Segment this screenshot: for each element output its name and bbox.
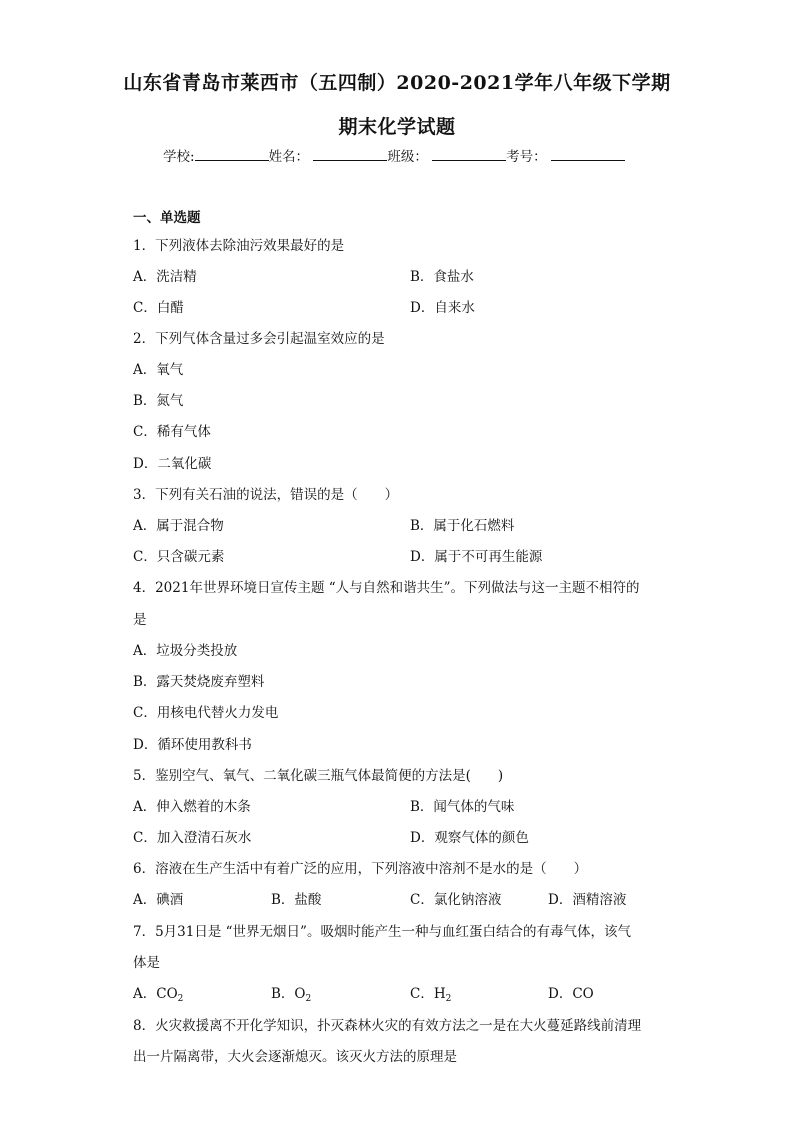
question-2-stem: 2．下列气体含量过多会引起温室效应的是 (133, 331, 385, 347)
question-1-option-c: C．白醋 (133, 300, 184, 316)
question-3-option-a: A．属于混合物 (133, 518, 224, 534)
question-5-option-d: D．观察气体的颜色 (410, 830, 529, 846)
question-3-option-d: D．属于不可再生能源 (410, 549, 543, 565)
question-4-stem: 4．2021年世界环境日宣传主题 “人与自然和谐共生”。下列做法与这一主题不相符的 (133, 580, 640, 596)
question-4-option-c: C．用核电代替火力发电 (133, 705, 279, 721)
question-8-stem: 8．火灾救援离不开化学知识，扑灭森林火灾的有效方法之一是在大火蔓延路线前清理 (133, 1018, 642, 1034)
question-1-option-b: B．食盐水 (410, 269, 474, 285)
question-4-stem-continued: 是 (133, 612, 147, 628)
option-text: A．CO (133, 986, 178, 1002)
question-7-stem: 7．5月31日是 “世界无烟日”。吸烟时能产生一种与血红蛋白结合的有毒气体，该气 (133, 924, 631, 940)
question-2-option-a: A．氧气 (133, 362, 184, 378)
question-2-option-c: C．稀有气体 (133, 424, 211, 440)
name-label: 姓名： (268, 149, 310, 165)
option-text: B．O (271, 986, 306, 1002)
name-blank (313, 147, 387, 161)
question-6-option-b: B．盐酸 (271, 892, 322, 908)
question-1-stem: 1．下列液体去除油污效果最好的是 (133, 238, 345, 254)
question-3-stem: 3．下列有关石油的说法，错误的是（ ） (133, 487, 399, 503)
question-1-option-d: D．自来水 (410, 300, 475, 316)
question-1-option-a: A．洗洁精 (133, 269, 197, 285)
question-7-stem-continued: 体是 (133, 955, 160, 971)
question-8-stem-continued: 出一片隔离带，大火会逐渐熄灭。该灭火方法的原理是 (133, 1049, 457, 1065)
school-label: 学校: (163, 149, 195, 165)
question-3-option-b: B．属于化石燃料 (410, 518, 515, 534)
number-label: 考号： (506, 149, 547, 165)
question-2-option-d: D．二氧化碳 (133, 456, 212, 472)
option-text: D．CO (548, 986, 594, 1002)
question-6-option-c: C．氯化钠溶液 (410, 892, 502, 908)
question-6-option-d: D．酒精溶液 (548, 892, 627, 908)
question-5-stem: 5．鉴别空气、氧气、二氧化碳三瓶气体最简便的方法是( ) (133, 768, 504, 784)
option-subscript: 2 (305, 994, 312, 1004)
question-7-option-c (410, 982, 451, 1004)
question-5-option-a: A．伸入燃着的木条 (133, 799, 251, 815)
exam-title-line2: 期末化学试题 (338, 116, 456, 138)
class-label: 班级： (387, 149, 428, 165)
option-text: C．H (410, 986, 446, 1002)
question-2-option-b: B．氮气 (133, 393, 184, 409)
number-blank (551, 147, 625, 161)
section-heading-single-choice: 一、单选题 (133, 210, 201, 226)
question-6-option-a: A．碘酒 (133, 892, 184, 908)
option-subscript: 2 (445, 994, 452, 1004)
question-4-option-a: A．垃圾分类投放 (133, 643, 238, 659)
question-7-option-d (548, 982, 594, 1004)
exam-title-line1: 山东省青岛市莱西市（五四制）2020-2021学年八年级下学期 (123, 72, 671, 94)
question-6-stem: 6．溶液在生产生活中有着广泛的应用，下列溶液中溶剂不是水的是（ ） (133, 861, 588, 877)
question-5-option-c: C．加入澄清石灰水 (133, 830, 252, 846)
class-blank (432, 147, 506, 161)
question-3-option-c: C．只含碳元素 (133, 549, 225, 565)
question-5-option-b: B．闻气体的气味 (410, 799, 515, 815)
question-4-option-b: B．露天焚烧废弃塑料 (133, 674, 265, 690)
question-4-option-d: D．循环使用教科书 (133, 737, 252, 753)
school-blank (195, 147, 269, 161)
option-subscript: 2 (177, 994, 184, 1004)
student-info-row (163, 145, 625, 165)
question-7-option-a (133, 982, 183, 1004)
question-7-option-b (271, 982, 311, 1004)
